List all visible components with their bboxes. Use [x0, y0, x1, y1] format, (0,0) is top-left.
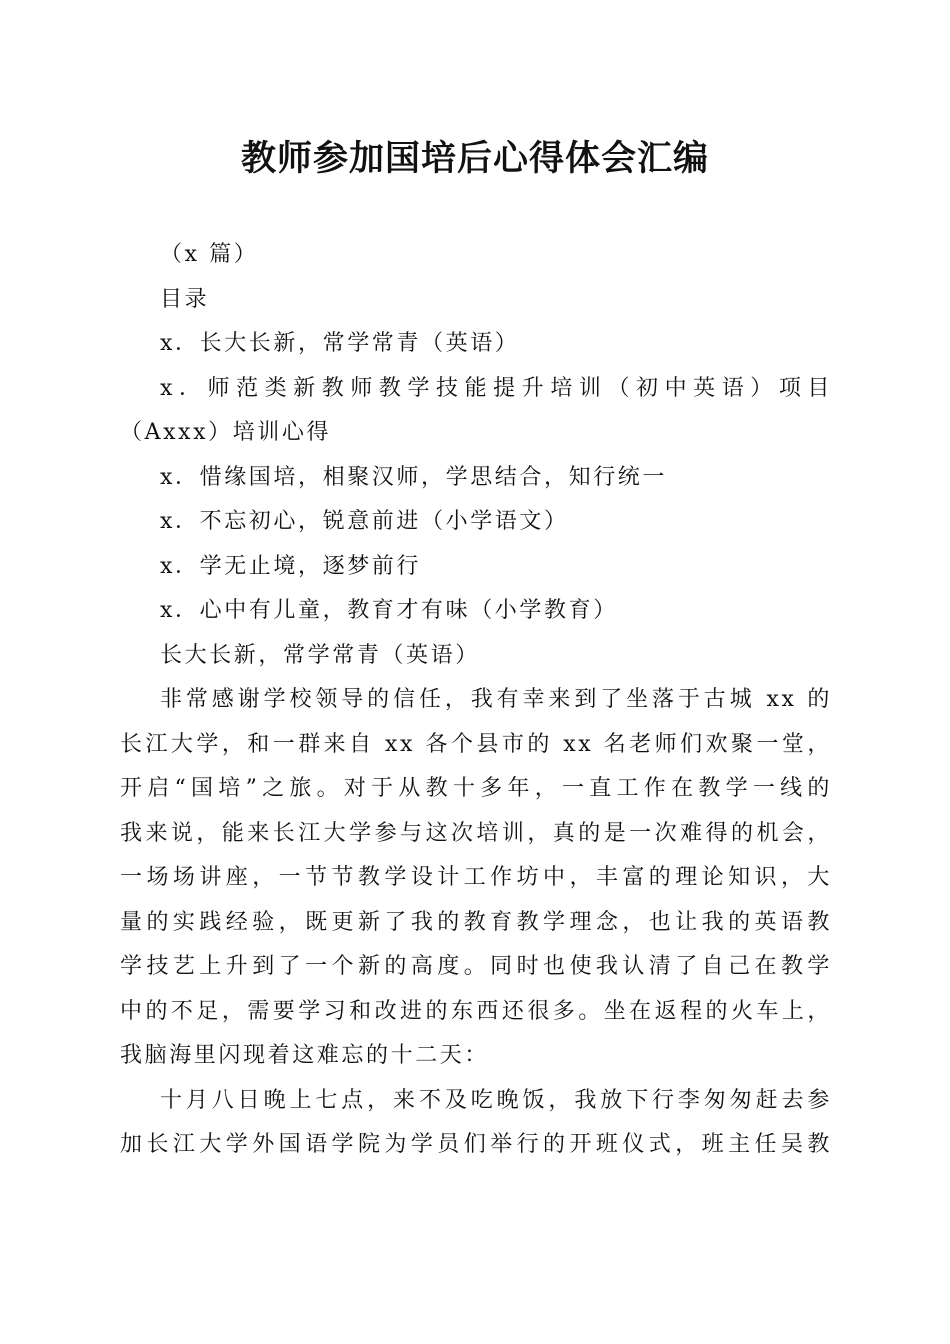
paragraph-line: 中的不足，需要学习和改进的东西还很多。坐在返程的火车上，: [120, 998, 832, 1024]
paragraph-line: 一场场讲座，一节节教学设计工作坊中，丰富的理论知识，大: [120, 865, 832, 890]
toc-item: x．心中有儿童，教育才有味（小学教育）: [160, 598, 618, 623]
toc-item: x．师范类新教师教学技能提升培训（初中英语）项目: [160, 375, 832, 401]
paragraph-line: 学技艺上升到了一个新的高度。同时也使我认清了自己在教学: [120, 954, 832, 979]
paragraph-line: 长江大学，和一群来自 xx 各个县市的 xx 名老师们欢聚一堂，: [120, 731, 832, 757]
toc-item: x．长大长新，常学常青（英语）: [160, 331, 520, 356]
paragraph-line: 量的实践经验，既更新了我的教育教学理念，也让我的英语教: [120, 909, 832, 935]
paragraph-line: 加长江大学外国语学院为学员们举行的开班仪式，班主任吴教: [120, 1132, 832, 1157]
paragraph-line: 非常感谢学校领导的信任，我有幸来到了坐落于古城 xx 的: [160, 687, 832, 712]
document-title: 教师参加国培后心得体会汇编: [240, 138, 709, 179]
toc-item: x．不忘初心，锐意前进（小学语文）: [160, 509, 569, 534]
paragraph-line: 我脑海里闪现着这难忘的十二天：: [120, 1043, 490, 1068]
toc-heading: 目录: [160, 286, 210, 312]
paragraph-line: 我来说，能来长江大学参与这次培训，真的是一次难得的机会，: [120, 820, 832, 846]
section-title: 长大长新，常学常青（英语）: [160, 642, 480, 668]
paragraph-line: 十月八日晚上七点，来不及吃晚饭，我放下行李匆匆赶去参: [160, 1087, 832, 1113]
subtitle: （x 篇）: [160, 242, 259, 267]
toc-item-continuation: （Axxx）培训心得: [120, 420, 332, 445]
document-body: [120, 233, 832, 1168]
toc-item: x．惜缘国培，相聚汉师，学思结合，知行统一: [160, 464, 668, 490]
toc-item: x．学无止境，逐梦前行: [160, 553, 422, 579]
paragraph-line: 开启“国培”之旅。对于从教十多年，一直工作在教学一线的: [120, 776, 832, 801]
